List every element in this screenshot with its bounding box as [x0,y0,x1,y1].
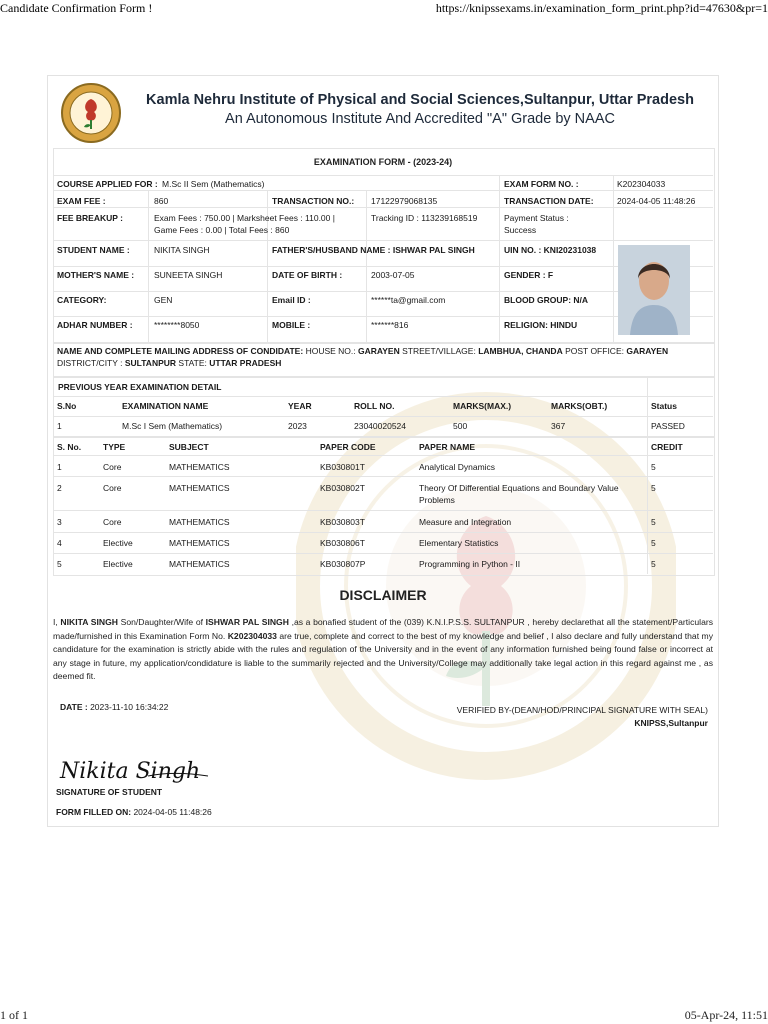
transaction-no: 17122979068135 [371,196,438,206]
subj-type: Elective [103,559,133,569]
form-filled-on: FORM FILLED ON: 2024-04-05 11:48:26 [56,807,212,817]
father-name: FATHER'S/HUSBAND NAME : ISHWAR PAL SINGH [272,245,475,255]
subj-type: Core [103,483,122,493]
uin-no: UIN NO. : KNI20231038 [504,245,597,255]
mother-name-label: MOTHER'S NAME : [57,270,135,280]
browser-print-header [0,0,768,16]
subj-sno: 1 [57,462,62,472]
examination-form [47,75,719,827]
prev-row-year: 2023 [288,421,307,431]
exam-fee: 860 [154,196,169,206]
prev-row-marks-obt: 367 [551,421,566,431]
mobile-label: MOBILE : [272,320,311,330]
payment-status: Success [504,225,537,235]
signature-label: SIGNATURE OF STUDENT [56,787,163,797]
disclaimer-title: DISCLAIMER [339,587,427,603]
payment-status-label: Payment Status : [504,213,569,223]
subj-paper-code: KB030806T [320,538,365,548]
print-page-title: Candidate Confirmation Form ! [0,1,153,15]
subj-credit: 5 [651,538,656,548]
institute-heading [140,92,700,127]
transaction-date: 2024-04-05 11:48:26 [617,196,696,206]
student-name: NIKITA SINGH [154,245,210,255]
category-label: CATEGORY: [57,295,107,305]
gender: GENDER : F [504,270,554,280]
print-timestamp: 05-Apr-24, 11:51 [684,1008,768,1022]
dob: 2003-07-05 [371,270,415,280]
institute-logo [60,82,122,144]
dob-label: DATE OF BIRTH : [272,270,343,280]
exam-fee-label: EXAM FEE : [57,196,106,206]
svg-text:Nikita Singh: Nikita Singh [60,759,201,784]
transaction-no-label: TRANSACTION NO.: [272,196,355,206]
subj-subject: MATHEMATICS [169,462,230,472]
verifier-name: KNIPSS,Sultanpur [634,718,708,728]
fee-breakup-line1: Exam Fees : 750.00 | Marksheet Fees : 110.00 | [154,213,335,223]
subj-credit: 5 [651,517,656,527]
subj-paper-name: Measure and Integration [419,517,512,527]
fee-breakup-label: FEE BREAKUP : [57,213,123,223]
subj-header-paper-name: PAPER NAME [419,442,476,452]
subj-header-subject: SUBJECT [169,442,209,452]
subj-sno: 3 [57,517,62,527]
prev-header-roll: ROLL NO. [354,401,395,411]
subj-sno: 5 [57,559,62,569]
prev-header-exam-name: EXAMINATION NAME [122,401,209,411]
subj-credit: 5 [651,462,656,472]
tracking-id: Tracking ID : 113239168519 [371,213,478,223]
subj-sno: 4 [57,538,62,548]
transaction-date-label: TRANSACTION DATE: [504,196,594,206]
student-signature [58,748,218,788]
subj-paper-code: KB030807P [320,559,366,569]
prev-header-marks-obt: MARKS(OBT.) [551,401,608,411]
subj-header-paper-code: PAPER CODE [320,442,376,452]
subj-paper-name: Programming in Python - II [419,559,521,569]
subj-paper-name: Theory Of Differential Equations and Boundary Value Problems [419,483,619,505]
prev-header-marks-max: MARKS(MAX.) [453,401,512,411]
institute-name: Kamla Nehru Institute of Physical and Social Sciences,Sultanpur, Uttar Pradesh [146,92,694,108]
mobile: *******816 [371,320,409,330]
disclaimer-text: I, NIKITA SINGH Son/Daughter/Wife of ISHWAR PAL SINGH ,as a bonafied student of the (039) K.N.I.P.S.S. SULTANPUR , hereby declarethat all the statement/Particulars made/furnished in this Examination Form No. K202304033 are true, complete and correct to the best of my knowledge and belief , I also declare and fully understand that my candidature for the examination is strictly abide with the rules and regulation of the University and in the event of any information furnished being found false or incorrect at any stage in future, my application/condidature is liable to the summarily rejected and the University/College may additionally take legal action in this regard against me , as deemed fit. [53,617,714,681]
subj-header-type: TYPE [103,442,126,452]
email-label: Email ID : [272,295,311,305]
category: GEN [154,295,173,305]
previous-exam-title: PREVIOUS YEAR EXAMINATION DETAIL [58,382,222,392]
exam-form-no-label: EXAM FORM NO. : [504,179,579,189]
adhar-number: ********8050 [154,320,200,330]
mother-name: SUNEETA SINGH [154,270,223,280]
form-title: EXAMINATION FORM - (2023-24) [313,157,453,167]
browser-print-footer [0,1008,768,1024]
subj-paper-code: KB030803T [320,517,365,527]
mailing-address: NAME AND COMPLETE MAILING ADDRESS OF CONDIDATE: HOUSE NO.: GARAYEN STREET/VILLAGE: LAMBHUA, CHANDA POST OFFICE: GARAYEN DISTRICT/CITY : SULTANPUR STATE: UTTAR PRADESH [57,346,669,368]
exam-form-no: K202304033 [617,179,666,189]
verified-by: VERIFIED BY-(DEAN/HOD/PRINCIPAL SIGNATURE WITH SEAL) [456,705,708,715]
prev-row-marks-max: 500 [453,421,468,431]
page-count: 1 of 1 [0,1008,28,1022]
subj-subject: MATHEMATICS [169,559,230,569]
subjects-table [53,436,715,576]
blood-group: BLOOD GROUP: N/A [504,295,589,305]
prev-header-status: Status [651,401,677,411]
subj-paper-name: Elementary Statistics [419,538,499,548]
subj-header-credit: CREDIT [651,442,683,452]
institute-tagline: An Autonomous Institute And Accredited "A" Grade by NAAC [225,111,615,127]
course-value: M.Sc II Sem (Mathematics) [162,179,265,189]
fee-breakup-line2: Game Fees : 0.00 | Total Fees : 860 [154,225,290,235]
prev-row-exam-name: M.Sc I Sem (Mathematics) [122,421,223,431]
course-label: COURSE APPLIED FOR : [57,179,158,189]
prev-header-sno: S.No [57,401,77,411]
prev-row-status: PASSED [651,421,685,431]
subj-subject: MATHEMATICS [169,538,230,548]
student-photo [618,245,690,335]
declaration-date: DATE : 2023-11-10 16:34:22 [60,702,169,712]
subj-subject: MATHEMATICS [169,517,230,527]
subj-subject: MATHEMATICS [169,483,230,493]
religion: RELIGION: HINDU [504,320,578,330]
subj-sno: 2 [57,483,62,493]
subj-header-sno: S. No. [57,442,82,452]
subj-paper-code: KB030802T [320,483,365,493]
subj-paper-code: KB030801T [320,462,365,472]
prev-header-year: YEAR [288,401,312,411]
subj-credit: 5 [651,483,656,493]
student-name-label: STUDENT NAME : [57,245,130,255]
subj-type: Core [103,517,122,527]
print-page-url: https://knipssexams.in/examination_form_print.php?id=47630&pr=1 [435,1,768,15]
prev-row-roll: 23040020524 [354,421,407,431]
adhar-label: ADHAR NUMBER : [57,320,133,330]
subj-type: Core [103,462,122,472]
subj-credit: 5 [651,559,656,569]
subj-type: Elective [103,538,133,548]
email: ******ta@gmail.com [371,295,446,305]
subj-paper-name: Analytical Dynamics [419,462,496,472]
prev-row-sno: 1 [57,421,62,431]
